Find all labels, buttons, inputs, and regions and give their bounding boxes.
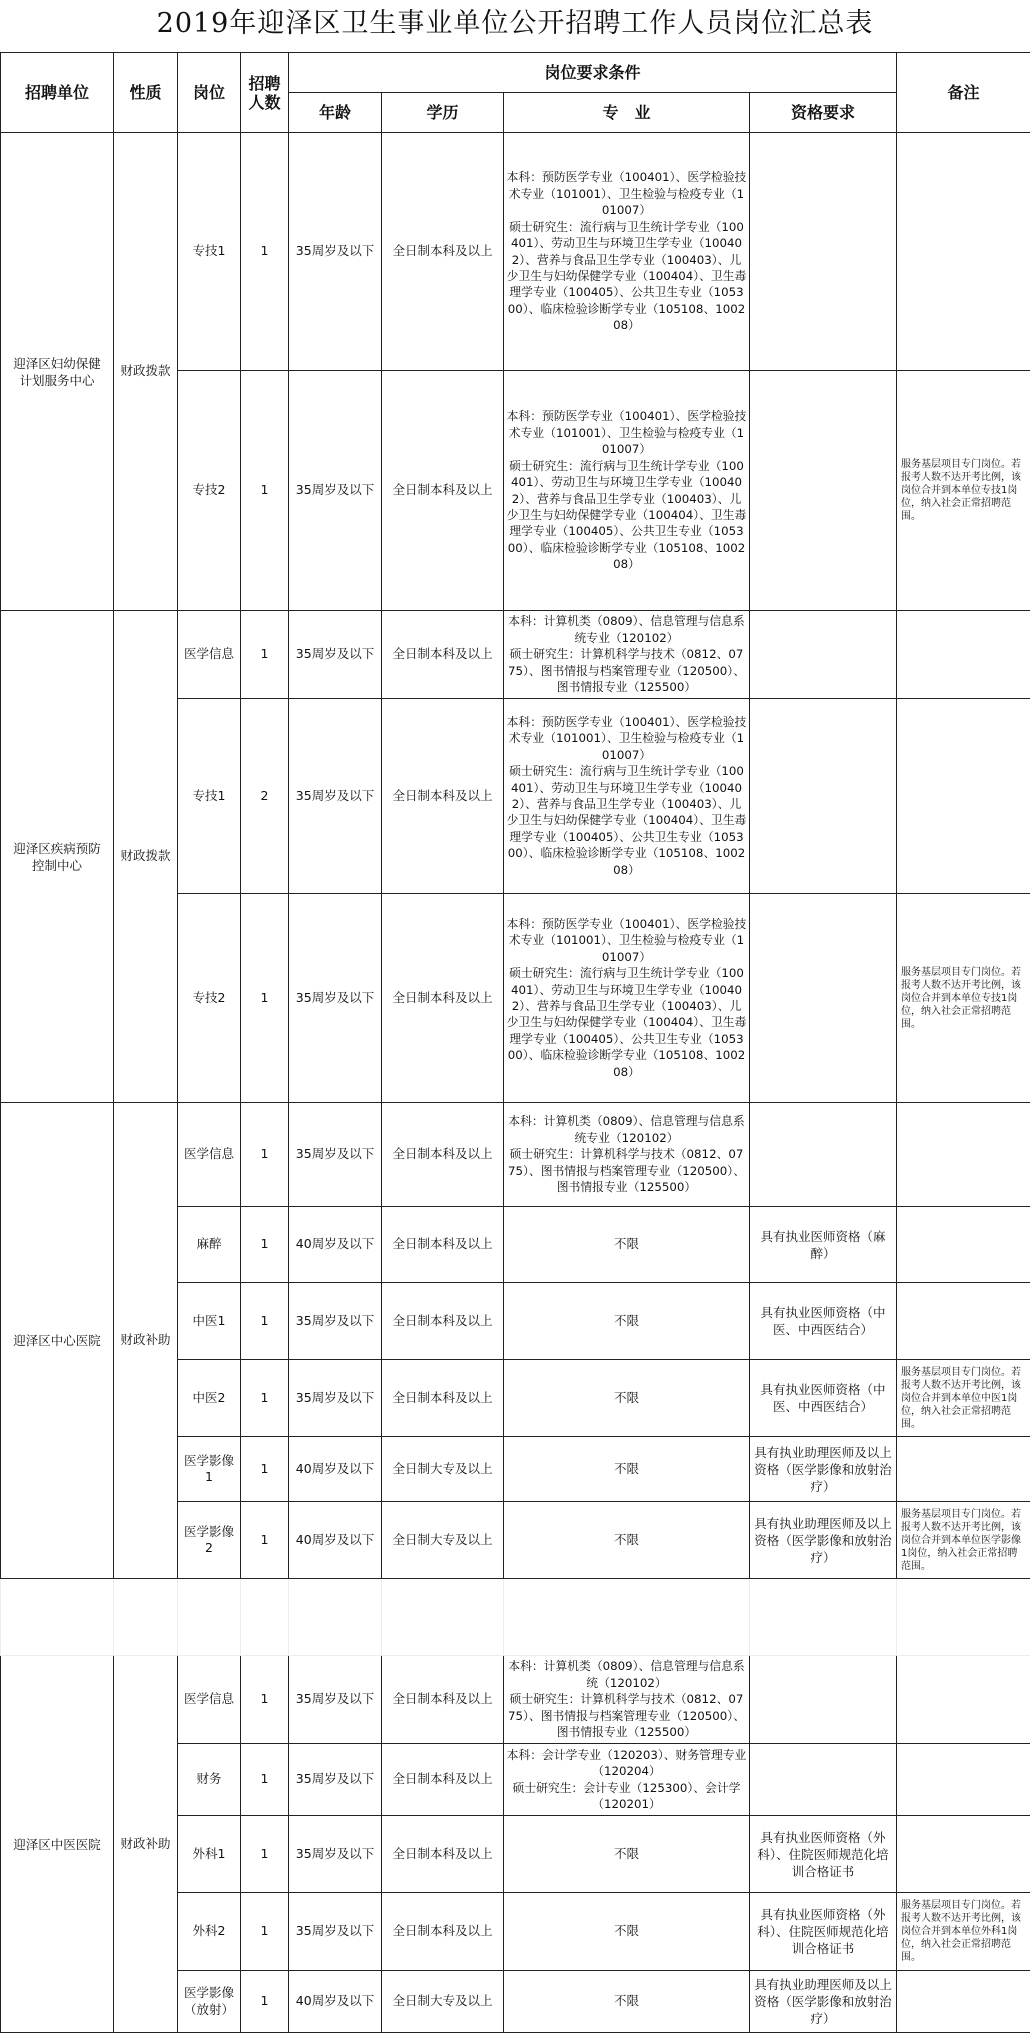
remark xyxy=(897,611,1030,699)
unit-nature: 财政补助 xyxy=(114,1103,178,1579)
major-requirement: 不限 xyxy=(504,1893,750,1971)
unit-nature: 财政补助 xyxy=(114,1656,178,2033)
age-requirement: 40周岁及以下 xyxy=(289,1207,382,1283)
unit-nature: 财政拨款 xyxy=(114,133,178,611)
hire-count: 1 xyxy=(241,1502,289,1579)
major-requirement: 不限 xyxy=(504,1283,750,1360)
position-name: 中医1 xyxy=(178,1283,241,1360)
major-requirement: 本科：会计学专业（120203）、财务管理专业（120204） 硕士研究生：会计专业（125300）、会计学（120201） xyxy=(504,1744,750,1816)
position-name: 专技1 xyxy=(178,699,241,894)
hire-count: 1 xyxy=(241,1437,289,1502)
major-requirement: 本科：预防医学专业（100401）、医学检验技术专业（101001）、卫生检验与检疫专业（101007） 硕士研究生：流行病与卫生统计学专业（100401）、劳动卫生与环境卫生学专业（100402）、营养与食品卫生学专业（100403）、儿少卫生与妇幼保健学专业（100404）、卫生毒理学专业（100405）、公共卫生专业（105300）、临床检验诊断学专业（105108、100208） xyxy=(504,699,750,894)
remark: 服务基层项目专门岗位。若报考人数不达开考比例，该岗位合并到本单位中医1岗位，纳入社会正常招聘范围。 xyxy=(897,1360,1030,1437)
qualification-requirement: 具有执业医师资格（中医、中西医结合） xyxy=(750,1283,897,1360)
age-requirement: 40周岁及以下 xyxy=(289,1502,382,1579)
hire-count: 1 xyxy=(241,1816,289,1893)
spacer-row xyxy=(1,1579,1030,1656)
education-requirement: 全日制大专及以上 xyxy=(382,1502,504,1579)
hire-count: 1 xyxy=(241,133,289,371)
unit-nature: 财政拨款 xyxy=(114,611,178,1103)
position-name: 医学影像（放射） xyxy=(178,1971,241,2033)
hire-count: 1 xyxy=(241,1207,289,1283)
hire-count: 1 xyxy=(241,894,289,1103)
education-requirement: 全日制本科及以上 xyxy=(382,1283,504,1360)
position-name: 外科2 xyxy=(178,1893,241,1971)
education-requirement: 全日制本科及以上 xyxy=(382,1207,504,1283)
education-requirement: 全日制本科及以上 xyxy=(382,1656,504,1744)
recruitment-table xyxy=(0,52,1030,2033)
hire-count: 1 xyxy=(241,1656,289,1744)
education-requirement: 全日制本科及以上 xyxy=(382,1744,504,1816)
header-age: 年龄 xyxy=(289,93,382,133)
major-requirement: 不限 xyxy=(504,1437,750,1502)
table-row xyxy=(1,611,1030,699)
remark xyxy=(897,133,1030,371)
age-requirement: 35周岁及以下 xyxy=(289,611,382,699)
position-name: 医学信息 xyxy=(178,1103,241,1207)
header-education: 学历 xyxy=(382,93,504,133)
remark xyxy=(897,1207,1030,1283)
major-requirement: 不限 xyxy=(504,1360,750,1437)
header-position: 岗位 xyxy=(178,53,241,133)
qualification-requirement xyxy=(750,894,897,1103)
header-unit: 招聘单位 xyxy=(1,53,114,133)
qualification-requirement: 具有执业助理医师及以上资格（医学影像和放射治疗） xyxy=(750,1502,897,1579)
age-requirement: 35周岁及以下 xyxy=(289,1893,382,1971)
position-name: 财务 xyxy=(178,1744,241,1816)
age-requirement: 35周岁及以下 xyxy=(289,1283,382,1360)
qualification-requirement xyxy=(750,1103,897,1207)
major-requirement: 本科：预防医学专业（100401）、医学检验技术专业（101001）、卫生检验与检疫专业（101007） 硕士研究生：流行病与卫生统计学专业（100401）、劳动卫生与环境卫生学专业（100402）、营养与食品卫生学专业（100403）、儿少卫生与妇幼保健学专业（100404）、卫生毒理学专业（100405）、公共卫生专业（105300）、临床检验诊断学专业（105108、100208） xyxy=(504,894,750,1103)
header-qualification: 资格要求 xyxy=(750,93,897,133)
major-requirement: 本科：预防医学专业（100401）、医学检验技术专业（101001）、卫生检验与检疫专业（101007） 硕士研究生：流行病与卫生统计学专业（100401）、劳动卫生与环境卫生学专业（100402）、营养与食品卫生学专业（100403）、儿少卫生与妇幼保健学专业（100404）、卫生毒理学专业（100405）、公共卫生专业（105300）、临床检验诊断学专业（105108、100208） xyxy=(504,133,750,371)
header-count: 招聘人数 xyxy=(241,53,289,133)
qualification-requirement: 具有执业助理医师及以上资格（医学影像和放射治疗） xyxy=(750,1437,897,1502)
major-requirement: 不限 xyxy=(504,1971,750,2033)
age-requirement: 35周岁及以下 xyxy=(289,133,382,371)
header-major: 专 业 xyxy=(504,93,750,133)
qualification-requirement xyxy=(750,371,897,611)
education-requirement: 全日制本科及以上 xyxy=(382,133,504,371)
remark xyxy=(897,1816,1030,1893)
table-row xyxy=(1,1656,1030,1744)
hire-count: 1 xyxy=(241,1283,289,1360)
qualification-requirement: 具有执业医师资格（麻醉） xyxy=(750,1207,897,1283)
remark: 服务基层项目专门岗位。若报考人数不达开考比例，该岗位合并到本单位专技1岗位，纳入社会正常招聘范围。 xyxy=(897,371,1030,611)
position-name: 医学影像2 xyxy=(178,1502,241,1579)
hire-count: 1 xyxy=(241,1360,289,1437)
remark xyxy=(897,1744,1030,1816)
qualification-requirement xyxy=(750,699,897,894)
major-requirement: 不限 xyxy=(504,1816,750,1893)
major-requirement: 不限 xyxy=(504,1207,750,1283)
education-requirement: 全日制本科及以上 xyxy=(382,1103,504,1207)
qualification-requirement: 具有执业医师资格（外科）、住院医师规范化培训合格证书 xyxy=(750,1893,897,1971)
major-requirement: 本科：计算机类（0809）、信息管理与信息系统专业（120102） 硕士研究生：计算机科学与技术（0812、0775）、图书情报与档案管理专业（120500）、图书情报专业（125500） xyxy=(504,611,750,699)
education-requirement: 全日制大专及以上 xyxy=(382,1971,504,2033)
age-requirement: 35周岁及以下 xyxy=(289,894,382,1103)
unit-name: 迎泽区中医医院 xyxy=(1,1656,114,2033)
position-name: 专技2 xyxy=(178,371,241,611)
hire-count: 2 xyxy=(241,699,289,894)
qualification-requirement xyxy=(750,1744,897,1816)
remark xyxy=(897,1656,1030,1744)
position-name: 外科1 xyxy=(178,1816,241,1893)
position-name: 专技2 xyxy=(178,894,241,1103)
hire-count: 1 xyxy=(241,1971,289,2033)
position-name: 医学信息 xyxy=(178,1656,241,1744)
age-requirement: 40周岁及以下 xyxy=(289,1437,382,1502)
qualification-requirement xyxy=(750,1656,897,1744)
education-requirement: 全日制大专及以上 xyxy=(382,1437,504,1502)
qualification-requirement xyxy=(750,611,897,699)
education-requirement: 全日制本科及以上 xyxy=(382,371,504,611)
major-requirement: 本科：预防医学专业（100401）、医学检验技术专业（101001）、卫生检验与检疫专业（101007） 硕士研究生：流行病与卫生统计学专业（100401）、劳动卫生与环境卫生学专业（100402）、营养与食品卫生学专业（100403）、儿少卫生与妇幼保健学专业（100404）、卫生毒理学专业（100405）、公共卫生专业（105300）、临床检验诊断学专业（105108、100208） xyxy=(504,371,750,611)
age-requirement: 35周岁及以下 xyxy=(289,699,382,894)
education-requirement: 全日制本科及以上 xyxy=(382,894,504,1103)
education-requirement: 全日制本科及以上 xyxy=(382,611,504,699)
position-name: 医学信息 xyxy=(178,611,241,699)
education-requirement: 全日制本科及以上 xyxy=(382,1816,504,1893)
hire-count: 1 xyxy=(241,371,289,611)
position-name: 专技1 xyxy=(178,133,241,371)
qualification-requirement: 具有执业医师资格（中医、中西医结合） xyxy=(750,1360,897,1437)
education-requirement: 全日制本科及以上 xyxy=(382,1360,504,1437)
remark xyxy=(897,1437,1030,1502)
remark: 服务基层项目专门岗位。若报考人数不达开考比例，该岗位合并到本单位外科1岗位，纳入社会正常招聘范围。 xyxy=(897,1893,1030,1971)
major-requirement: 本科：计算机类（0809）、信息管理与信息系统专业（120102） 硕士研究生：计算机科学与技术（0812、0775）、图书情报与档案管理专业（120500）、图书情报专业（125500） xyxy=(504,1103,750,1207)
unit-name: 迎泽区中心医院 xyxy=(1,1103,114,1579)
remark: 服务基层项目专门岗位。若报考人数不达开考比例，该岗位合并到本单位专技1岗位，纳入社会正常招聘范围。 xyxy=(897,894,1030,1103)
header-remark: 备注 xyxy=(897,53,1030,133)
header-row-1 xyxy=(1,53,1030,93)
hire-count: 1 xyxy=(241,1893,289,1971)
age-requirement: 35周岁及以下 xyxy=(289,1656,382,1744)
table-row xyxy=(1,1103,1030,1207)
remark xyxy=(897,1283,1030,1360)
remark xyxy=(897,699,1030,894)
unit-name: 迎泽区妇幼保健计划服务中心 xyxy=(1,133,114,611)
position-name: 医学影像1 xyxy=(178,1437,241,1502)
unit-name: 迎泽区疾病预防控制中心 xyxy=(1,611,114,1103)
age-requirement: 35周岁及以下 xyxy=(289,1103,382,1207)
header-requirements: 岗位要求条件 xyxy=(289,53,897,93)
age-requirement: 35周岁及以下 xyxy=(289,1744,382,1816)
hire-count: 1 xyxy=(241,1744,289,1816)
qualification-requirement xyxy=(750,133,897,371)
age-requirement: 35周岁及以下 xyxy=(289,371,382,611)
age-requirement: 40周岁及以下 xyxy=(289,1971,382,2033)
document-title: 2019年迎泽区卫生事业单位公开招聘工作人员岗位汇总表 xyxy=(0,0,1030,52)
major-requirement: 本科：计算机类（0809）、信息管理与信息系统（120102） 硕士研究生：计算机科学与技术（0812、0775）、图书情报与档案管理专业（120500）、图书情报专业（125500） xyxy=(504,1656,750,1744)
age-requirement: 35周岁及以下 xyxy=(289,1816,382,1893)
age-requirement: 35周岁及以下 xyxy=(289,1360,382,1437)
hire-count: 1 xyxy=(241,611,289,699)
hire-count: 1 xyxy=(241,1103,289,1207)
education-requirement: 全日制本科及以上 xyxy=(382,1893,504,1971)
table-row xyxy=(1,133,1030,371)
qualification-requirement: 具有执业医师资格（外科）、住院医师规范化培训合格证书 xyxy=(750,1816,897,1893)
header-nature: 性质 xyxy=(114,53,178,133)
education-requirement: 全日制本科及以上 xyxy=(382,699,504,894)
major-requirement: 不限 xyxy=(504,1502,750,1579)
position-name: 中医2 xyxy=(178,1360,241,1437)
remark xyxy=(897,1971,1030,2033)
remark: 服务基层项目专门岗位。若报考人数不达开考比例，该岗位合并到本单位医学影像1岗位，纳入社会正常招聘范围。 xyxy=(897,1502,1030,1579)
remark xyxy=(897,1103,1030,1207)
position-name: 麻醉 xyxy=(178,1207,241,1283)
qualification-requirement: 具有执业助理医师及以上资格（医学影像和放射治疗） xyxy=(750,1971,897,2033)
